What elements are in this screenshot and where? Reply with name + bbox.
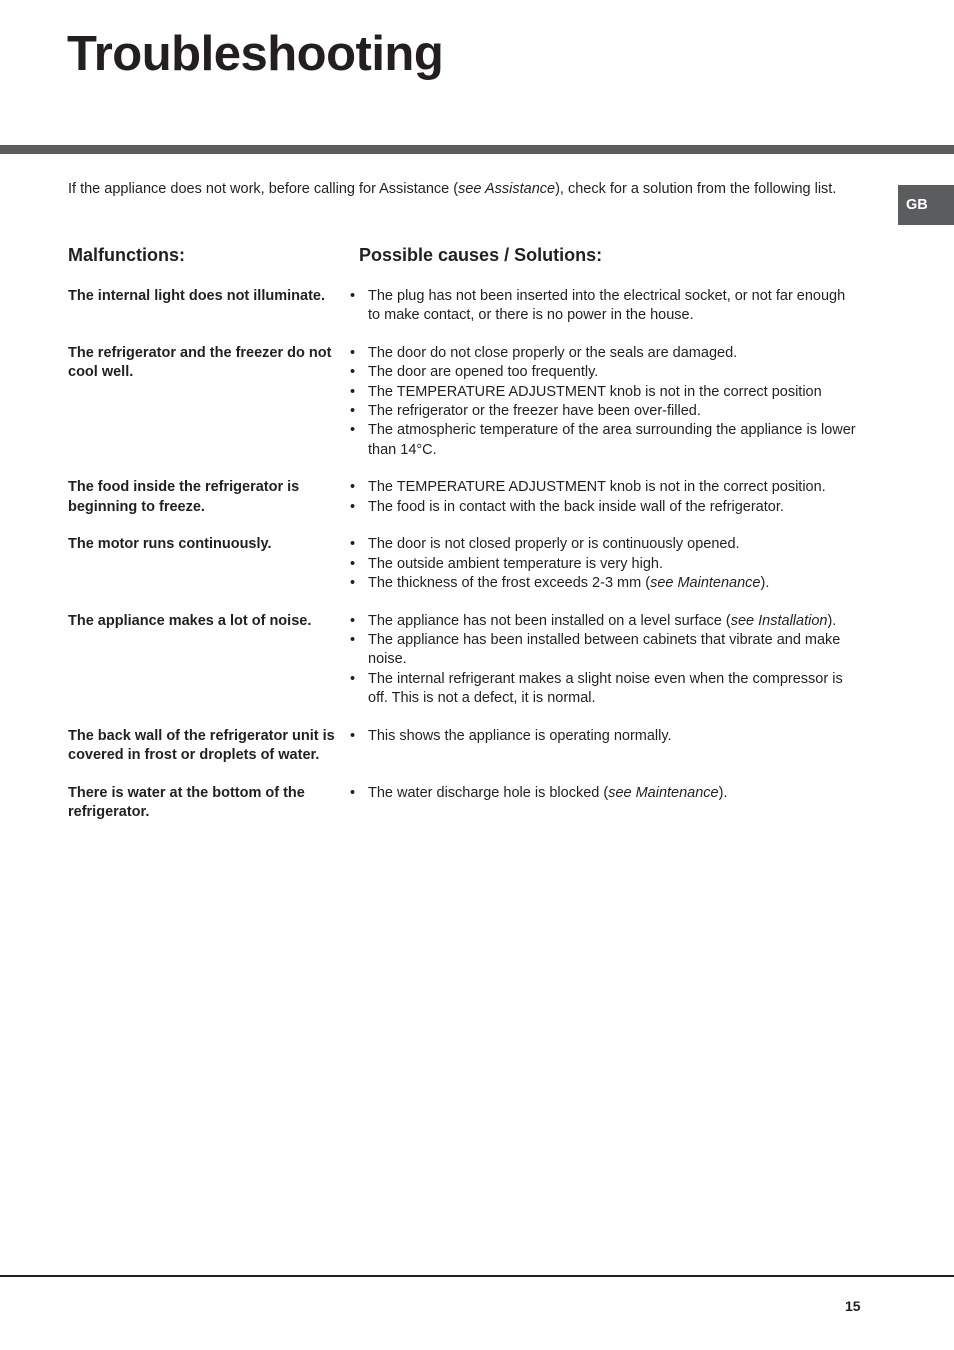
malfunction-label: The appliance makes a lot of noise. [68, 612, 312, 629]
malfunction-label: The motor runs continuously. [68, 536, 272, 553]
solution-reference: see Maintenance [608, 784, 719, 801]
solution-list [350, 478, 860, 517]
solution-item [350, 784, 860, 803]
malfunction-label: There is water at the bottom of the refrigerator. [68, 784, 305, 821]
table-row [68, 612, 868, 708]
intro-text-end: ), check for a solution from the following list. [555, 181, 837, 197]
solution-text: The TEMPERATURE ADJUSTMENT knob is not in the correct position. [368, 479, 826, 496]
table-row [68, 535, 868, 593]
solution-item [350, 421, 860, 460]
intro-text [68, 181, 898, 197]
solution-text: The refrigerator or the freezer have been over-filled. [368, 402, 701, 419]
solution-text: The thickness of the frost exceeds 2-3 mm ( [368, 575, 651, 592]
header-divider [0, 145, 954, 154]
table-row [68, 344, 868, 460]
solution-text: The appliance has not been installed on a level surface ( [368, 612, 731, 629]
solution-item [350, 612, 860, 631]
solution-text: The food is in contact with the back inside wall of the refrigerator. [368, 498, 784, 515]
table-row [68, 727, 868, 766]
solution-item [350, 287, 860, 326]
table-row [68, 478, 868, 517]
solution-list [350, 287, 860, 326]
intro-text-reference: see Assistance [458, 181, 556, 197]
malfunctions-header: Malfunctions: [68, 245, 185, 265]
page-number: 15 [845, 1298, 861, 1314]
solution-item [350, 383, 860, 402]
solution-reference: see Installation [730, 612, 828, 629]
intro-text-start: If the appliance does not work, before calling for Assistance ( [68, 181, 459, 197]
solution-item [350, 478, 860, 497]
solution-text: This shows the appliance is operating normally. [368, 727, 672, 744]
solution-text: The internal refrigerant makes a slight noise even when the compressor is off. This is not a defect, it is normal. [368, 670, 843, 707]
solution-list [350, 784, 860, 823]
solution-item [350, 498, 860, 517]
solution-item [350, 402, 860, 421]
solution-list [350, 727, 860, 766]
solution-text-end: ). [827, 612, 837, 629]
solution-item [350, 363, 860, 382]
solution-item [350, 344, 860, 363]
solution-item [350, 727, 860, 746]
solution-list [350, 535, 860, 593]
solution-text: The water discharge hole is blocked ( [368, 784, 609, 801]
malfunction-label: The back wall of the refrigerator unit is covered in frost or droplets of water. [68, 727, 335, 764]
solution-text: The appliance has been installed between cabinets that vibrate and make noise. [368, 632, 841, 668]
page-title: Troubleshooting [67, 27, 444, 81]
solution-reference: see Maintenance [650, 575, 761, 592]
solution-text: The door is not closed properly or is continuously opened. [368, 536, 740, 553]
solution-text: The door do not close properly or the seals are damaged. [368, 345, 738, 362]
footer-divider [0, 1275, 954, 1277]
solution-text: The TEMPERATURE ADJUSTMENT knob is not in the correct position [368, 383, 822, 400]
table-row [68, 784, 868, 823]
solution-text-end: ). [718, 784, 728, 801]
troubleshooting-table [68, 287, 868, 841]
solution-item [350, 631, 860, 670]
table-row [68, 287, 868, 326]
solution-item [350, 555, 860, 574]
solution-list [350, 344, 860, 460]
language-tab: GB [898, 185, 954, 225]
solution-list [350, 612, 860, 708]
malfunction-label: The food inside the refrigerator is beginning to freeze. [68, 479, 300, 515]
solution-text: The outside ambient temperature is very high. [368, 555, 663, 572]
solution-text: The atmospheric temperature of the area surrounding the appliance is lower than 14°C. [368, 422, 856, 458]
solution-item [350, 670, 860, 709]
solution-item [350, 535, 860, 554]
solution-text: The plug has not been inserted into the electrical socket, or not far enough to make contact, or there is no power in the house. [368, 288, 846, 324]
malfunction-label: The internal light does not illuminate. [68, 288, 325, 304]
solution-item [350, 574, 860, 593]
solution-text-end: ). [760, 575, 770, 592]
causes-header: Possible causes / Solutions: [359, 245, 603, 265]
solution-text: The door are opened too frequently. [368, 364, 599, 381]
malfunction-label: The refrigerator and the freezer do not cool well. [68, 345, 332, 381]
